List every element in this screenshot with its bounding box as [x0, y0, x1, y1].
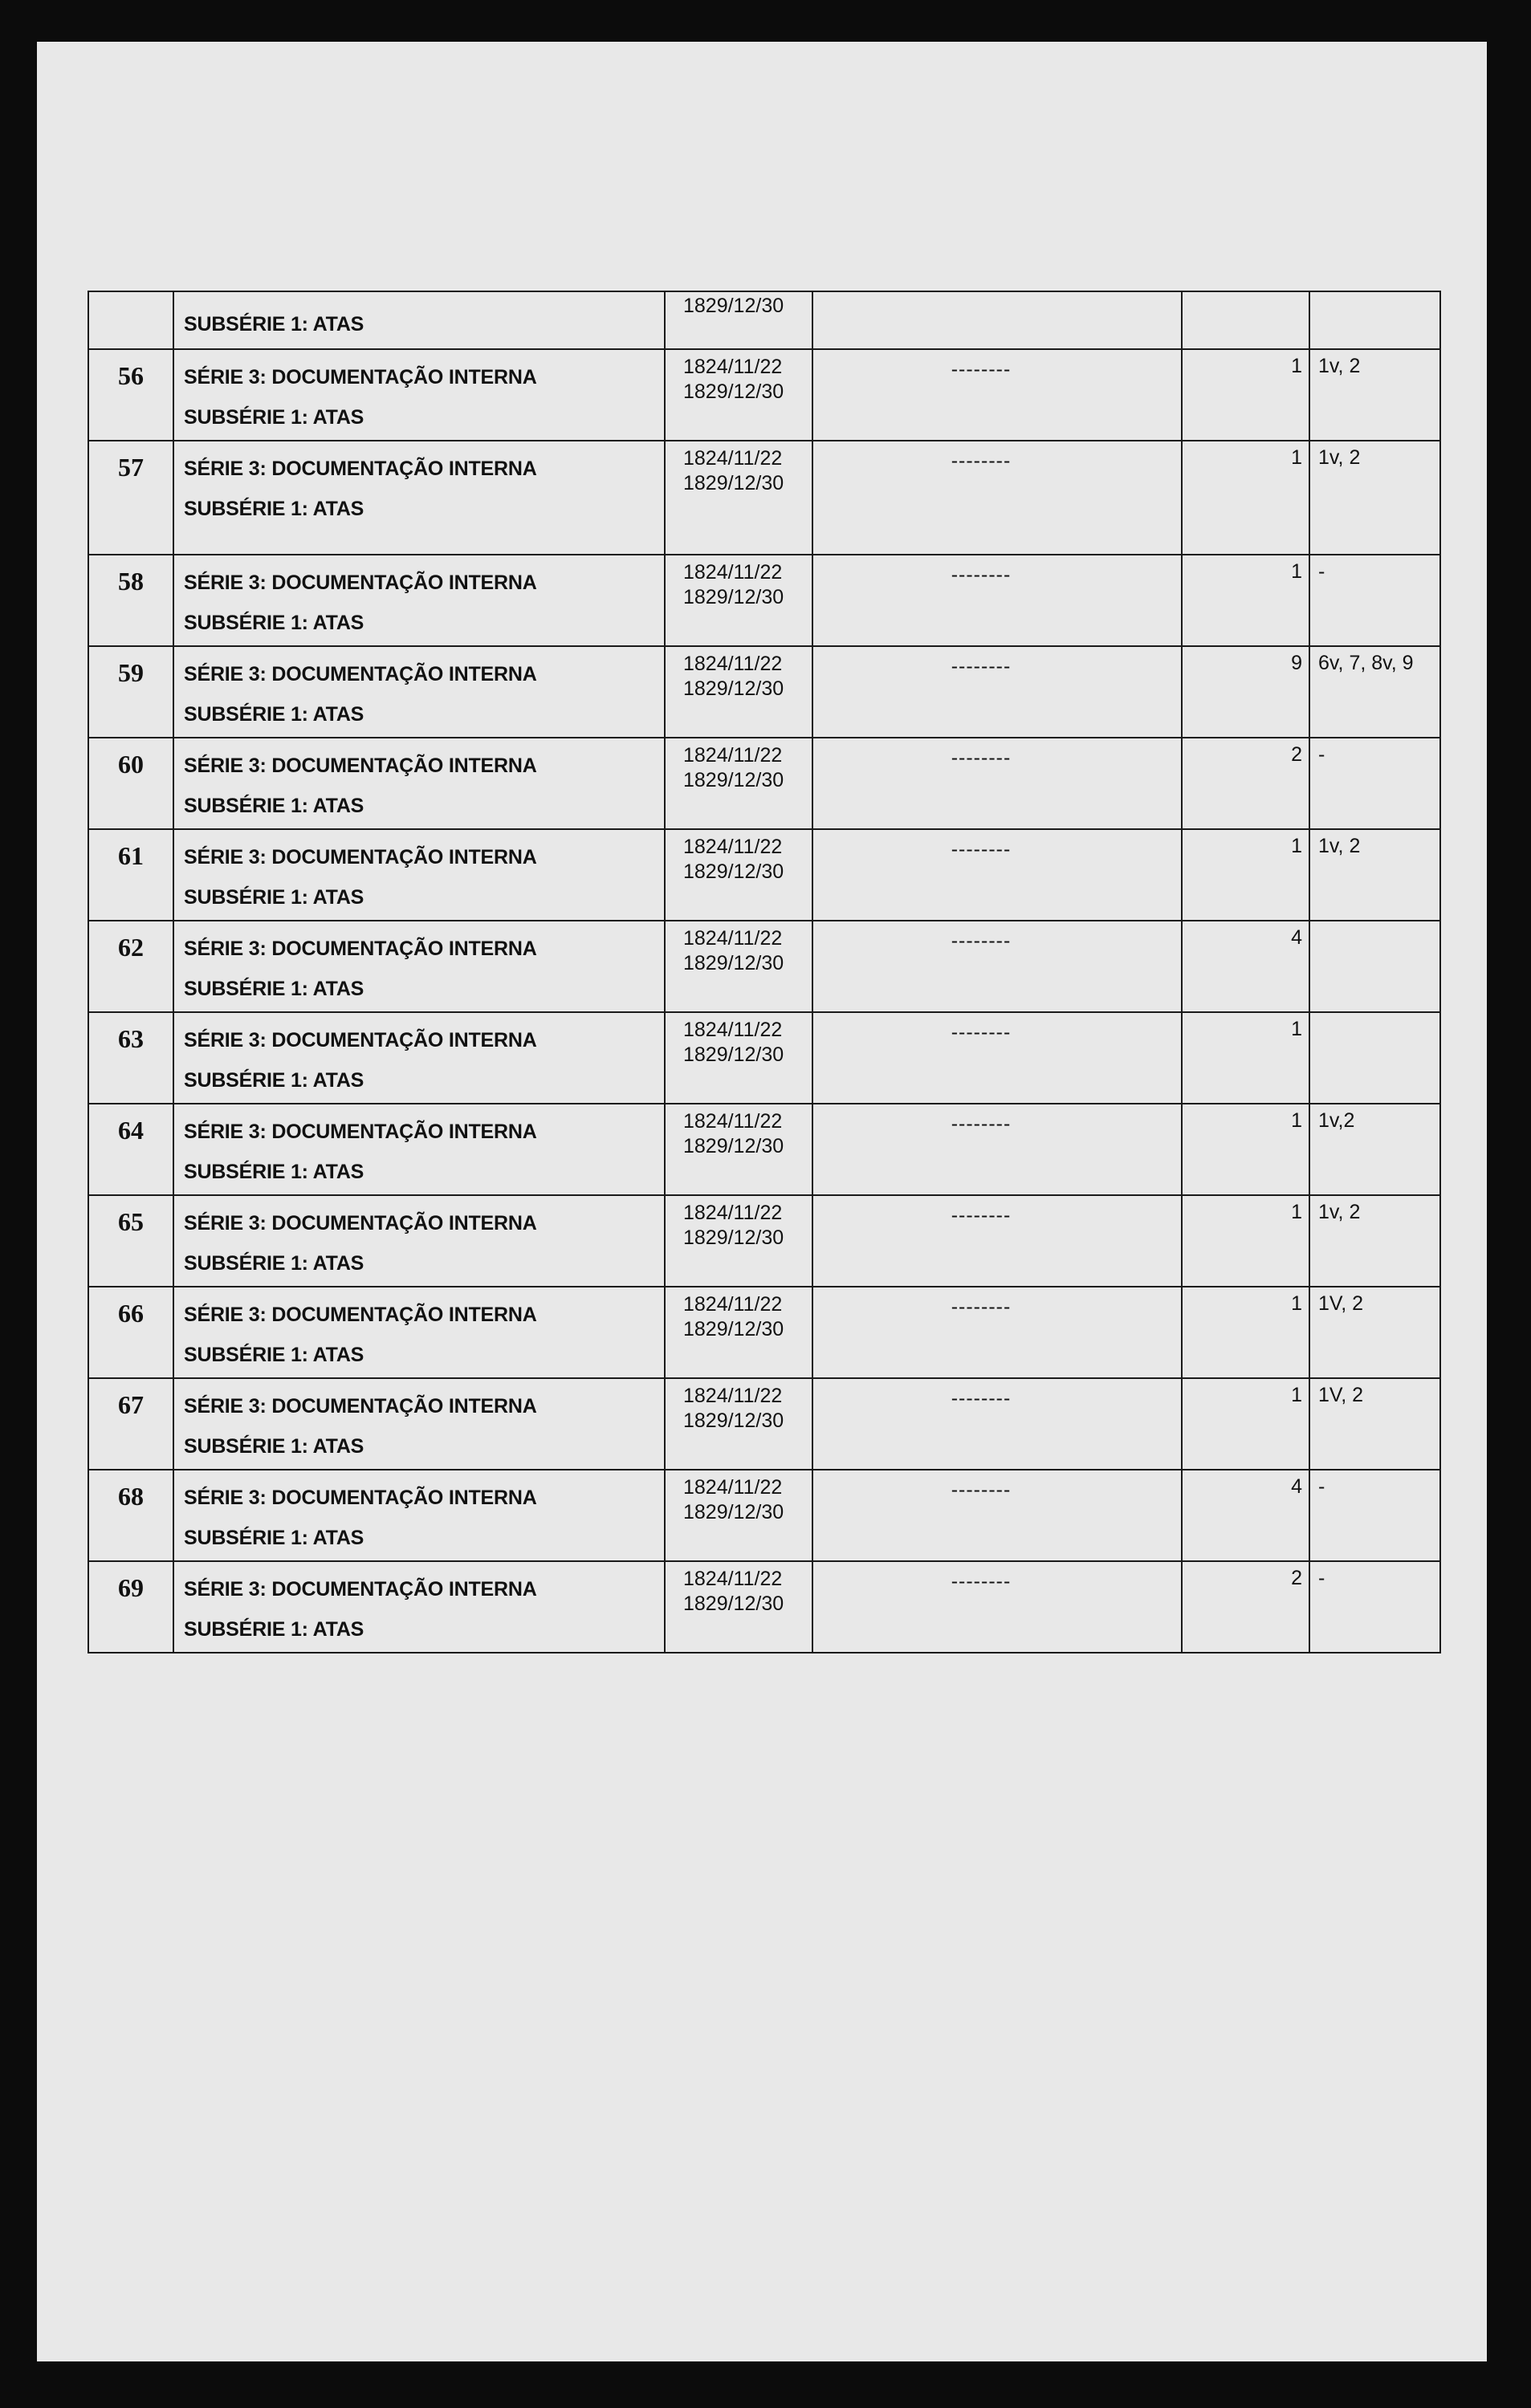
date-cell — [665, 738, 812, 829]
date-end: 1829/12/30 — [683, 295, 784, 317]
observation-cell — [812, 1287, 1182, 1378]
observation-cell — [812, 921, 1182, 1012]
folios-value: - — [1318, 743, 1325, 766]
date-start: 1824/11/22 — [683, 1476, 783, 1499]
subserie-label: SUBSÉRIE 1: ATAS — [184, 313, 364, 336]
observation-text: -------- — [951, 358, 1012, 380]
number-cell — [88, 829, 173, 921]
quantity-value: 1 — [1291, 1384, 1302, 1406]
number-cell — [88, 1195, 173, 1287]
table-row — [88, 646, 1440, 738]
folios-cell — [1309, 921, 1440, 1012]
item-number: 56 — [118, 361, 144, 390]
date-start: 1824/11/22 — [683, 836, 783, 858]
folios-value: 1v, 2 — [1318, 835, 1361, 857]
observation-cell — [812, 1195, 1182, 1287]
date-end: 1829/12/30 — [683, 860, 784, 883]
date-end: 1829/12/30 — [683, 769, 784, 791]
quantity-cell — [1182, 349, 1309, 441]
item-number: 63 — [118, 1024, 144, 1053]
serie-label: SÉRIE 3: DOCUMENTAÇÃO INTERNA — [184, 1578, 537, 1601]
date-end: 1829/12/30 — [683, 1318, 784, 1340]
subserie-label: SUBSÉRIE 1: ATAS — [184, 498, 364, 520]
date-start: 1824/11/22 — [683, 1568, 783, 1590]
date-end: 1829/12/30 — [683, 1226, 784, 1249]
date-end: 1829/12/30 — [683, 1501, 784, 1523]
date-end: 1829/12/30 — [683, 472, 784, 494]
quantity-cell — [1182, 738, 1309, 829]
observation-cell — [812, 646, 1182, 738]
folios-value: 1v, 2 — [1318, 1201, 1361, 1223]
folios-cell — [1309, 1287, 1440, 1378]
quantity-cell — [1182, 1195, 1309, 1287]
number-cell — [88, 1561, 173, 1653]
quantity-cell — [1182, 555, 1309, 646]
subserie-label: SUBSÉRIE 1: ATAS — [184, 886, 364, 909]
table-row — [88, 829, 1440, 921]
quantity-value: 2 — [1291, 1567, 1302, 1589]
folios-cell — [1309, 829, 1440, 921]
number-cell — [88, 738, 173, 829]
quantity-cell — [1182, 646, 1309, 738]
description-cell — [173, 646, 665, 738]
quantity-value: 1 — [1291, 1109, 1302, 1132]
description-cell — [173, 1012, 665, 1104]
quantity-value: 1 — [1291, 1292, 1302, 1315]
date-start: 1824/11/22 — [683, 927, 783, 950]
table-row — [88, 349, 1440, 441]
item-number: 65 — [118, 1207, 144, 1236]
folios-cell — [1309, 555, 1440, 646]
date-end: 1829/12/30 — [683, 952, 784, 974]
serie-label: SÉRIE 3: DOCUMENTAÇÃO INTERNA — [184, 458, 537, 480]
item-number: 57 — [118, 453, 144, 482]
table-row — [88, 1470, 1440, 1561]
folios-cell — [1309, 1104, 1440, 1195]
quantity-cell — [1182, 1012, 1309, 1104]
date-cell — [665, 829, 812, 921]
observation-text: -------- — [951, 1479, 1012, 1501]
quantity-value: 1 — [1291, 1201, 1302, 1223]
description-cell — [173, 921, 665, 1012]
folios-value: 1V, 2 — [1318, 1292, 1364, 1315]
serie-label: SÉRIE 3: DOCUMENTAÇÃO INTERNA — [184, 663, 537, 685]
number-cell — [88, 1378, 173, 1470]
inventory-table-body — [88, 291, 1440, 1653]
folios-value: - — [1318, 1475, 1325, 1498]
date-cell — [665, 1378, 812, 1470]
subserie-label: SUBSÉRIE 1: ATAS — [184, 1527, 364, 1549]
observation-cell — [812, 1104, 1182, 1195]
quantity-cell — [1182, 1378, 1309, 1470]
serie-label: SÉRIE 3: DOCUMENTAÇÃO INTERNA — [184, 938, 537, 960]
inventory-table — [88, 291, 1441, 1653]
item-number: 61 — [118, 841, 144, 870]
observation-text: -------- — [951, 1204, 1012, 1226]
date-start: 1824/11/22 — [683, 1110, 783, 1133]
item-number: 62 — [118, 933, 144, 962]
serie-label: SÉRIE 3: DOCUMENTAÇÃO INTERNA — [184, 1487, 537, 1509]
serie-label: SÉRIE 3: DOCUMENTAÇÃO INTERNA — [184, 755, 537, 777]
number-cell — [88, 291, 173, 349]
table-row — [88, 1561, 1440, 1653]
observation-text: -------- — [951, 1296, 1012, 1318]
date-start: 1824/11/22 — [683, 653, 783, 675]
date-cell — [665, 646, 812, 738]
folios-value: 1v, 2 — [1318, 355, 1361, 377]
quantity-value: 9 — [1291, 652, 1302, 674]
description-cell — [173, 441, 665, 555]
description-cell — [173, 1561, 665, 1653]
observation-text: -------- — [951, 1112, 1012, 1135]
date-cell — [665, 441, 812, 555]
folios-value — [1310, 1013, 1439, 1018]
number-cell — [88, 921, 173, 1012]
observation-text: -------- — [951, 746, 1012, 769]
date-cell — [665, 921, 812, 1012]
observation-cell — [812, 1012, 1182, 1104]
date-start: 1824/11/22 — [683, 744, 783, 767]
description-cell — [173, 291, 665, 349]
observation-text: -------- — [951, 1021, 1012, 1043]
quantity-value: 1 — [1291, 835, 1302, 857]
number-cell — [88, 1470, 173, 1561]
quantity-cell — [1182, 291, 1309, 349]
number-cell — [88, 646, 173, 738]
subserie-label: SUBSÉRIE 1: ATAS — [184, 406, 364, 429]
description-cell — [173, 1195, 665, 1287]
subserie-label: SUBSÉRIE 1: ATAS — [184, 1069, 364, 1092]
date-cell — [665, 349, 812, 441]
date-end: 1829/12/30 — [683, 1135, 784, 1157]
number-cell — [88, 555, 173, 646]
number-cell — [88, 1287, 173, 1378]
description-cell — [173, 738, 665, 829]
quantity-value: 4 — [1291, 1475, 1302, 1498]
quantity-cell — [1182, 1104, 1309, 1195]
description-cell — [173, 1378, 665, 1470]
date-end: 1829/12/30 — [683, 586, 784, 608]
folios-cell — [1309, 646, 1440, 738]
folios-cell — [1309, 1561, 1440, 1653]
number-cell — [88, 349, 173, 441]
date-cell — [665, 1195, 812, 1287]
subserie-label: SUBSÉRIE 1: ATAS — [184, 1161, 364, 1183]
observation-cell — [812, 738, 1182, 829]
folios-cell — [1309, 1012, 1440, 1104]
item-number: 69 — [118, 1573, 144, 1602]
date-end: 1829/12/30 — [683, 677, 784, 700]
description-cell — [173, 829, 665, 921]
folios-value: - — [1318, 560, 1325, 583]
subserie-label: SUBSÉRIE 1: ATAS — [184, 612, 364, 634]
observation-text: -------- — [951, 563, 1012, 586]
date-end: 1829/12/30 — [683, 1409, 784, 1432]
serie-label: SÉRIE 3: DOCUMENTAÇÃO INTERNA — [184, 1304, 537, 1326]
quantity-cell — [1182, 1287, 1309, 1378]
table-row-continuation — [88, 291, 1440, 349]
number-cell — [88, 1104, 173, 1195]
folios-cell — [1309, 441, 1440, 555]
table-row — [88, 441, 1440, 555]
folios-value: 6v, 7, 8v, 9 — [1318, 652, 1414, 674]
date-end: 1829/12/30 — [683, 1043, 784, 1066]
subserie-label: SUBSÉRIE 1: ATAS — [184, 1344, 364, 1366]
item-number: 59 — [118, 658, 144, 687]
folios-cell — [1309, 291, 1440, 349]
quantity-cell — [1182, 441, 1309, 555]
subserie-label: SUBSÉRIE 1: ATAS — [184, 1252, 364, 1275]
table-row — [88, 1195, 1440, 1287]
subserie-label: SUBSÉRIE 1: ATAS — [184, 978, 364, 1000]
description-cell — [173, 555, 665, 646]
table-row — [88, 1287, 1440, 1378]
quantity-cell — [1182, 829, 1309, 921]
serie-label: SÉRIE 3: DOCUMENTAÇÃO INTERNA — [184, 1029, 537, 1051]
quantity-value: 4 — [1291, 926, 1302, 949]
quantity-cell — [1182, 1470, 1309, 1561]
folios-cell — [1309, 1378, 1440, 1470]
date-start: 1824/11/22 — [683, 1385, 783, 1407]
folios-cell — [1309, 1195, 1440, 1287]
observation-cell — [812, 1561, 1182, 1653]
description-cell — [173, 1287, 665, 1378]
date-end: 1829/12/30 — [683, 1592, 784, 1615]
folios-cell — [1309, 738, 1440, 829]
observation-cell — [812, 291, 1182, 349]
serie-label: SÉRIE 3: DOCUMENTAÇÃO INTERNA — [184, 366, 537, 388]
folios-cell — [1309, 1470, 1440, 1561]
date-end: 1829/12/30 — [683, 380, 784, 403]
quantity-cell — [1182, 1561, 1309, 1653]
date-start: 1824/11/22 — [683, 1293, 783, 1316]
observation-text: -------- — [951, 1387, 1012, 1409]
date-cell — [665, 1561, 812, 1653]
item-number: 64 — [118, 1116, 144, 1145]
date-cell — [665, 555, 812, 646]
item-number: 68 — [118, 1482, 144, 1511]
folios-value — [1310, 921, 1439, 926]
observation-cell — [812, 555, 1182, 646]
number-cell — [88, 1012, 173, 1104]
description-cell — [173, 1470, 665, 1561]
observation-text: -------- — [951, 449, 1012, 472]
quantity-value: 1 — [1291, 355, 1302, 377]
quantity-cell — [1182, 921, 1309, 1012]
observation-cell — [812, 829, 1182, 921]
number-cell — [88, 441, 173, 555]
date-start: 1824/11/22 — [683, 1202, 783, 1224]
date-start: 1824/11/22 — [683, 356, 783, 378]
observation-text: -------- — [951, 655, 1012, 677]
serie-label: SÉRIE 3: DOCUMENTAÇÃO INTERNA — [184, 1212, 537, 1235]
date-cell — [665, 1104, 812, 1195]
table-row — [88, 1378, 1440, 1470]
serie-label: SÉRIE 3: DOCUMENTAÇÃO INTERNA — [184, 1395, 537, 1418]
date-start: 1824/11/22 — [683, 561, 783, 584]
table-row — [88, 738, 1440, 829]
date-start: 1824/11/22 — [683, 1019, 783, 1041]
folios-cell — [1309, 349, 1440, 441]
date-cell — [665, 291, 812, 349]
table-row — [88, 1104, 1440, 1195]
date-cell — [665, 1470, 812, 1561]
table-row — [88, 921, 1440, 1012]
date-start: 1824/11/22 — [683, 447, 783, 470]
description-cell — [173, 1104, 665, 1195]
quantity-value: 1 — [1291, 446, 1302, 469]
item-number: 66 — [118, 1299, 144, 1328]
folios-value: 1v, 2 — [1318, 446, 1361, 469]
item-number: 67 — [118, 1390, 144, 1419]
serie-label: SÉRIE 3: DOCUMENTAÇÃO INTERNA — [184, 1121, 537, 1143]
quantity-value: 2 — [1291, 743, 1302, 766]
subserie-label: SUBSÉRIE 1: ATAS — [184, 703, 364, 726]
folios-value: - — [1318, 1567, 1325, 1589]
observation-cell — [812, 441, 1182, 555]
subserie-label: SUBSÉRIE 1: ATAS — [184, 1435, 364, 1458]
folios-value: 1V, 2 — [1318, 1384, 1364, 1406]
subserie-label: SUBSÉRIE 1: ATAS — [184, 795, 364, 817]
observation-cell — [812, 1378, 1182, 1470]
observation-text: -------- — [951, 929, 1012, 952]
serie-label: SÉRIE 3: DOCUMENTAÇÃO INTERNA — [184, 571, 537, 594]
date-cell — [665, 1287, 812, 1378]
description-cell — [173, 349, 665, 441]
observation-text: -------- — [951, 1570, 1012, 1592]
table-row — [88, 1012, 1440, 1104]
quantity-value: 1 — [1291, 560, 1302, 583]
observation-cell — [812, 349, 1182, 441]
serie-label: SÉRIE 3: DOCUMENTAÇÃO INTERNA — [184, 846, 537, 868]
item-number: 58 — [118, 567, 144, 596]
subserie-label: SUBSÉRIE 1: ATAS — [184, 1618, 364, 1641]
table-row — [88, 555, 1440, 646]
date-cell — [665, 1012, 812, 1104]
observation-cell — [812, 1470, 1182, 1561]
observation-text: -------- — [951, 838, 1012, 860]
item-number: 60 — [118, 750, 144, 779]
quantity-value: 1 — [1291, 1018, 1302, 1040]
folios-value: 1v,2 — [1318, 1109, 1355, 1132]
